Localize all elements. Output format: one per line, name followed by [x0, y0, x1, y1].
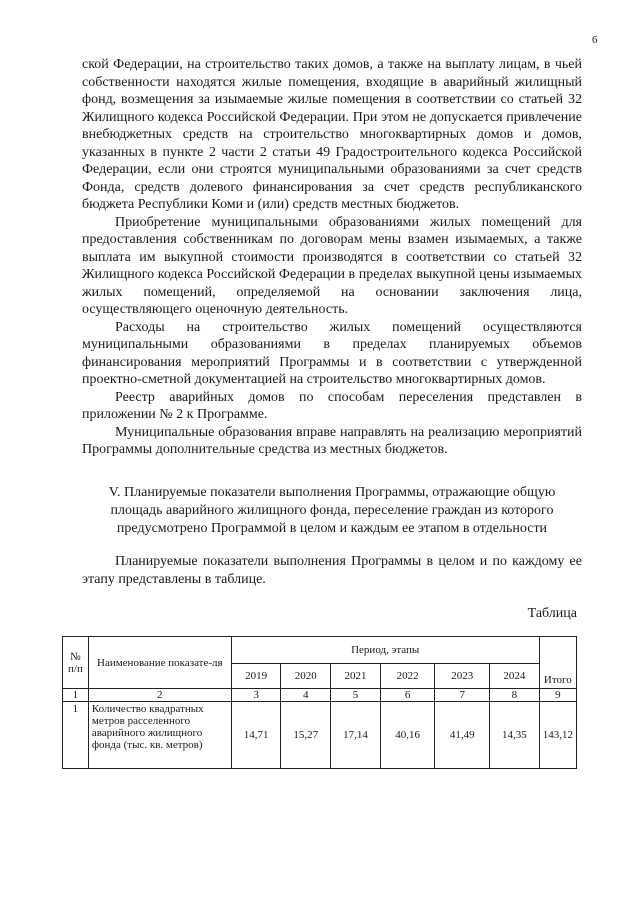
header-no: № п/п — [63, 637, 89, 689]
paragraph-3: Расходы на строительство жилых помещений осуществляются муниципальными образованиями в пределах планируемых объемов финансирования мероприятий Программы и в соответствии с утвержденной проектно-сметной документацией на строительство многоквартирных домов. — [82, 319, 582, 387]
header-total: Итого — [539, 637, 576, 689]
header-year: 2020 — [281, 664, 331, 689]
column-number: 2 — [88, 689, 231, 702]
intro-paragraph: Планируемые показатели выполнения Программы в целом и по каждому ее этапу представлены в таблице. — [82, 554, 582, 587]
paragraph-5: Муниципальные образования вправе направлять на реализацию мероприятий Программы дополнительные средства из местных бюджетов. — [82, 424, 582, 457]
header-name: Наименование показате-ля — [88, 637, 231, 689]
row-value: 17,14 — [331, 702, 381, 769]
column-number: 1 — [63, 689, 89, 702]
paragraph-1: ской Федерации, на строительство таких домов, а также на выплату лицам, в чьей собственности находятся жилые помещения, входящие в аварийный жилищный фонд, возмещения за изымаемые жилые помещения в соответствии со статьей 32 Жилищного кодекса Российской Федерации. При этом не допускается привлечение внебюджетных средств на строительство многоквартирных домов и домов, указанных в пункте 2 части 2 статьи 49 Градостроительного кодекса Российской Федерации, если они строятся муниципальными образованиями за счет средств Фонда, средств долевого финансирования за счет средств республиканского бюджета Республики Коми и (или) средств местных бюджетов. — [82, 57, 582, 212]
header-year: 2024 — [490, 664, 540, 689]
column-number: 7 — [435, 689, 490, 702]
section-heading-text: V. Планируемые показатели выполнения Программы, отражающие общую площадь аварийного жилищного фонда, переселение граждан из которого предусмотрено Программой в целом и каждым ее этапом в отдельности — [108, 485, 556, 536]
indicators-table — [62, 636, 577, 769]
page-number: 6 — [592, 34, 598, 46]
header-year: 2021 — [331, 664, 381, 689]
column-number: 3 — [231, 689, 281, 702]
body-text — [82, 56, 582, 459]
header-year: 2022 — [380, 664, 435, 689]
row-name: Количество квадратных метров расселенного аварийного жилищного фонда (тыс. кв. метров) — [88, 702, 231, 769]
table-row — [63, 702, 577, 769]
table-header-row — [63, 637, 577, 664]
column-number: 6 — [380, 689, 435, 702]
row-no: 1 — [63, 702, 89, 769]
table-caption: Таблица — [527, 606, 577, 621]
section-heading — [82, 484, 582, 538]
paragraph-2: Приобретение муниципальными образованиями жилых помещений для предоставления собственникам по договорам мены взамен изымаемых, а также выплата им выкупной стоимости производятся в соответствии со статьей 32 Жилищного кодекса Российской Федерации в пределах выкупной цены изымаемых жилых помещений, определяемой на основании заключения лица, осуществляющего оценочную деятельность. — [82, 214, 582, 317]
paragraph-4: Реестр аварийных домов по способам переселения представлен в приложении № 2 к Программе. — [82, 389, 582, 422]
column-number: 4 — [281, 689, 331, 702]
row-value: 14,35 — [490, 702, 540, 769]
row-total: 143,12 — [539, 702, 576, 769]
intro-text — [82, 553, 582, 588]
column-number: 5 — [331, 689, 381, 702]
column-number: 8 — [490, 689, 540, 702]
header-period: Период, этапы — [231, 637, 539, 664]
column-number: 9 — [539, 689, 576, 702]
row-value: 15,27 — [281, 702, 331, 769]
header-year: 2023 — [435, 664, 490, 689]
header-year: 2019 — [231, 664, 281, 689]
row-value: 40,16 — [380, 702, 435, 769]
row-value: 14,71 — [231, 702, 281, 769]
table-numbering-row — [63, 689, 577, 702]
row-value: 41,49 — [435, 702, 490, 769]
